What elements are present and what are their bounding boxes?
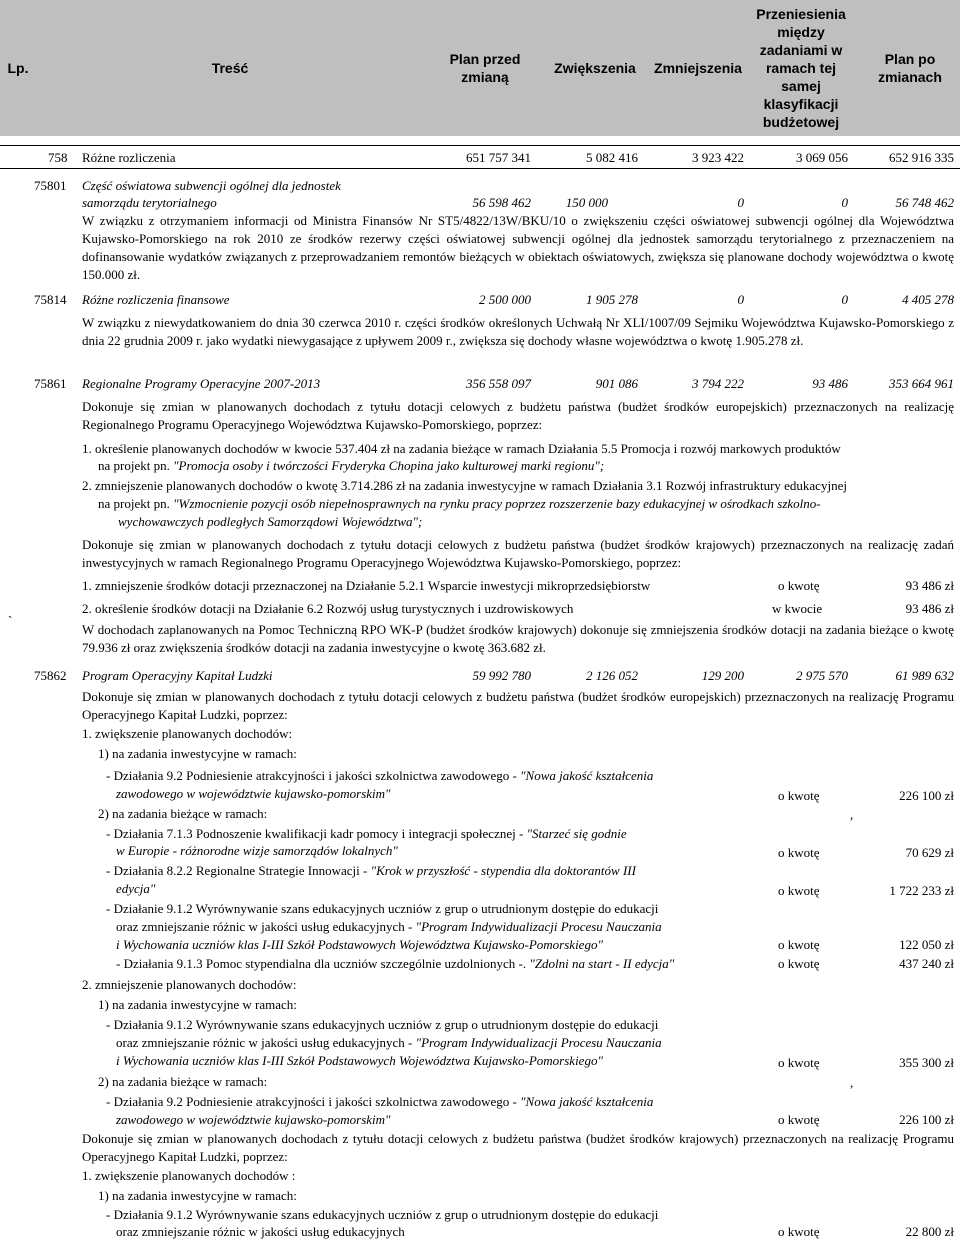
row-name-cont: samorządu terytorialnego xyxy=(82,195,217,210)
list-item: - Działania 9.1.2 Wyrównywanie szans edukacyjnych uczniów z grup o utrudnionym dostępie do edukacji xyxy=(106,1017,659,1032)
list-item: 1. określenie planowanych dochodów w kwocie 537.404 zł na zadania bieżące w ramach Działania 5.5 Promocja i rozwój markowych produktów xyxy=(82,441,841,456)
row-inc: 901 086 xyxy=(595,376,638,391)
section-code: 758 xyxy=(48,150,68,165)
col-tresc: Treść xyxy=(211,60,249,76)
row-after: 4 405 278 xyxy=(902,292,954,307)
amount-value: 226 100 zł xyxy=(899,1112,954,1127)
list-item: 1. zwiększenie planowanych dochodów : xyxy=(82,1168,296,1183)
amount-label: o kwotę xyxy=(778,1224,820,1239)
list-item-cont: i Wychowania uczniów klas I-III Szkół Podstawowych Województwa Kujawsko-Pomorskiego" xyxy=(116,1053,603,1068)
list-item: - Działania 7.1.3 Podnoszenie kwalifikacji kadr pomocy i integracji społecznej - "Starzeć się godnie xyxy=(106,826,627,841)
list-item: - Działania 8.2.2 Regionalne Strategie Innowacji - "Krok w przyszłość - stypendia dla doktorantów III xyxy=(106,863,636,878)
row-name: Różne rozliczenia finansowe xyxy=(82,292,230,307)
comma-mark: , xyxy=(850,1075,854,1090)
paragraph: W dochodach zaplanowanych na Pomoc Techniczną RPO WK-P (budżet środków krajowych) dokonuje się zmniejszenia środków dotacji na zadania bieżące o kwotę 79.936 zł oraz zwiększenia środków dotacji na zadania inwestycyjne o kwotę 363.682 zł. xyxy=(82,622,954,655)
list-item: 1. zmniejszenie środków dotacji przeznaczonej na Działanie 5.2.1 Wsparcie inwestycji mikroprzedsiębiorstw xyxy=(82,578,651,593)
row-inc: 150 000 xyxy=(565,195,608,210)
list-item: - Działania 9.2 Podniesienie atrakcyjności i jakości szkolnictwa zawodowego - "Nowa jakość kształcenia xyxy=(106,1094,654,1109)
row-trans: 93 486 xyxy=(812,376,848,391)
col-plan-przed: Plan przed zmianą xyxy=(449,51,521,85)
amount-value: 122 050 zł xyxy=(899,937,954,952)
list-item-cont: oraz zmniejszanie różnic w jakości usług edukacyjnych xyxy=(116,1224,405,1239)
amount-value: 355 300 zł xyxy=(899,1055,954,1070)
section-trans: 3 069 056 xyxy=(796,150,848,165)
stray-mark: ` xyxy=(8,613,13,628)
row-dec: 0 xyxy=(737,195,744,210)
list-item-cont: zawodowego w województwie kujawsko-pomorskim" xyxy=(116,786,391,801)
list-item-cont: oraz zmniejszanie różnic w jakości usług edukacyjnych - "Program Indywidualizacji Procesu Nauczania xyxy=(116,1035,662,1050)
list-item-cont: i Wychowania uczniów klas I-III Szkół Podstawowych Województwa Kujawsko-Pomorskiego" xyxy=(116,937,603,952)
list-item: 2. określenie środków dotacji na Działanie 6.2 Rozwój usług turystycznych i uzdrowiskowych xyxy=(82,601,574,616)
list-item: 2) na zadania bieżące w ramach: xyxy=(98,1074,268,1089)
row-plan: 2 500 000 xyxy=(479,292,531,307)
col-zmniejszenia: Zmniejszenia xyxy=(654,60,742,76)
row-plan: 356 558 097 xyxy=(466,376,531,391)
list-item: 2. zmniejszenie planowanych dochodów o kwotę 3.714.286 zł na zadania inwestycyjne w ramach Działania 3.1 Rozwój infrastruktury edukacyjnej xyxy=(82,478,847,493)
list-item-cont: edycja" xyxy=(116,881,156,896)
amount-label: o kwotę xyxy=(778,956,820,971)
amount-value: 93 486 zł xyxy=(905,601,954,616)
table-header xyxy=(0,0,960,136)
list-item: - Działania 9.2 Podniesienie atrakcyjności i jakości szkolnictwa zawodowego - "Nowa jakość kształcenia xyxy=(106,768,654,783)
paragraph: Dokonuje się zmian w planowanych dochodach z tytułu dotacji celowych z budżetu państwa (budżet środków krajowych) przeznaczonych na realizację Programu Operacyjnego Kapitał Ludzki, poprzez: xyxy=(82,1131,954,1164)
list-item-cont: wychowawczych podległych Samorządowi Województwa"; xyxy=(118,514,423,529)
list-item: 1) na zadania inwestycyjne w ramach: xyxy=(98,1188,297,1203)
section-dec: 3 923 422 xyxy=(692,150,744,165)
col-plan-po: Plan po zmianach xyxy=(878,51,942,85)
amount-label: o kwotę xyxy=(778,788,820,803)
row-dec: 129 200 xyxy=(701,668,744,683)
row-name: Część oświatowa subwencji ogólnej dla jednostek xyxy=(82,178,341,193)
section-inc: 5 082 416 xyxy=(586,150,638,165)
row-code: 75801 xyxy=(34,178,67,193)
col-przeniesienia: Przeniesienia między zadaniami w ramach tej samej klasyfikacji budżetowej xyxy=(756,6,846,130)
list-item: 2) na zadania bieżące w ramach: xyxy=(98,806,268,821)
row-plan: 56 598 462 xyxy=(472,195,531,210)
list-item: - Działania 9.1.2 Wyrównywanie szans edukacyjnych uczniów z grup o utrudnionym dostępie do edukacji xyxy=(106,1207,659,1222)
list-item-cont: na projekt pn. "Promocja osoby i twórczości Fryderyka Chopina jako kulturowej marki regionu"; xyxy=(98,458,605,473)
section-plan: 651 757 341 xyxy=(466,150,531,165)
list-item: 1) na zadania inwestycyjne w ramach: xyxy=(98,997,297,1012)
paragraph: Dokonuje się zmian w planowanych dochodach z tytułu dotacji celowych z budżetu państwa (budżet środków krajowych) przeznaczonych na realizację zadań inwestycyjnych w ramach Regionalnego Programu Operacyjnego Województwa Kujawsko-Pomorskiego, poprzez: xyxy=(82,537,954,570)
row-inc: 1 905 278 xyxy=(586,292,638,307)
list-item: - Działania 9.1.3 Pomoc stypendialna dla uczniów szczególnie uzdolnionych -. "Zdolni na start - II edycja" xyxy=(116,956,675,971)
row-code: 75861 xyxy=(34,376,67,391)
amount-value: 70 629 zł xyxy=(905,845,954,860)
amount-value: 93 486 zł xyxy=(905,578,954,593)
separator-line xyxy=(0,168,960,169)
section-after: 652 916 335 xyxy=(889,150,954,165)
row-trans: 0 xyxy=(841,292,848,307)
row-inc: 2 126 052 xyxy=(586,668,638,683)
row-dec: 0 xyxy=(737,292,744,307)
list-item-cont: na projekt pn. "Wzmocnienie pozycji osób niepełnosprawnych na rynku pracy poprzez rozszerzenie bazy edukacyjnej w ośrodkach szkolno- xyxy=(98,496,821,511)
amount-value: 22 800 zł xyxy=(905,1224,954,1239)
row-after: 61 989 632 xyxy=(895,668,954,683)
list-item: 2. zmniejszenie planowanych dochodów: xyxy=(82,977,297,992)
list-item-cont: w Europie - różnorodne wizje samorządów lokalnych" xyxy=(116,843,398,858)
amount-label: o kwotę xyxy=(778,883,820,898)
amount-label: o kwotę xyxy=(778,1112,820,1127)
row-description: W związku z niewydatkowaniem do dnia 30 czerwca 2010 r. części środków określonych Uchwałą Nr XLI/1007/09 Sejmiku Województwa Kujawsko-Pomorskiego z dnia 22 grudnia 2009 r. jako wydatki niewygasające z upływem 2009 r., zwiększa się dochody własne województwa o kwotę 1.905.278 zł. xyxy=(82,315,954,348)
amount-label: o kwotę xyxy=(778,1055,820,1070)
amount-value: 226 100 zł xyxy=(899,788,954,803)
list-item: - Działanie 9.1.2 Wyrównywanie szans edukacyjnych uczniów z grup o utrudnionym dostępie do edukacji xyxy=(106,901,659,916)
amount-value: 1 722 233 zł xyxy=(889,883,954,898)
paragraph: Dokonuje się zmian w planowanych dochodach z tytułu dotacji celowych z budżetu państwa (budżet środków europejskich) przeznaczonych na realizację Programu Operacyjnego Kapitał Ludzki, poprzez: xyxy=(82,689,954,722)
list-item: 1) na zadania inwestycyjne w ramach: xyxy=(98,746,297,761)
comma-mark: , xyxy=(850,807,854,822)
row-code: 75862 xyxy=(34,668,67,683)
paragraph: Dokonuje się zmian w planowanych dochodach z tytułu dotacji celowych z budżetu państwa (budżet środków europejskich) przeznaczonych na realizację Regionalnego Programu Operacyjnego Województwa Kujawsko-Pomorskiego, poprzez: xyxy=(82,399,954,432)
row-name: Regionalne Programy Operacyjne 2007-2013 xyxy=(82,376,321,391)
col-zwiekszenia: Zwiększenia xyxy=(554,60,636,76)
section-name: Różne rozliczenia xyxy=(82,150,176,165)
amount-label: o kwotę xyxy=(778,578,820,593)
row-dec: 3 794 222 xyxy=(692,376,744,391)
col-lp: Lp. xyxy=(7,60,29,76)
row-after: 56 748 462 xyxy=(895,195,954,210)
row-after: 353 664 961 xyxy=(889,376,954,391)
amount-label: o kwotę xyxy=(778,937,820,952)
amount-label: w kwocie xyxy=(772,601,823,616)
row-plan: 59 992 780 xyxy=(472,668,531,683)
separator-line xyxy=(0,145,960,146)
row-trans: 2 975 570 xyxy=(796,668,848,683)
row-name: Program Operacyjny Kapitał Ludzki xyxy=(82,668,273,683)
list-item-cont: zawodowego w województwie kujawsko-pomorskim" xyxy=(116,1112,391,1127)
list-item: 1. zwiększenie planowanych dochodów: xyxy=(82,726,293,741)
amount-value: 437 240 zł xyxy=(899,956,954,971)
row-trans: 0 xyxy=(841,195,848,210)
amount-label: o kwotę xyxy=(778,845,820,860)
row-description: W związku z otrzymaniem informacji od Ministra Finansów Nr ST5/4822/13W/BKU/10 o zwiększeniu części oświatowej subwencji ogólnej dla Województwa Kujawsko-Pomorskiego na rok 2010 ze środków rezerwy części oświatowej subwencji ogólnej dla jednostek samorządu terytorialnego z przeznaczeniem na dofinansowanie wydatków związanych z przeprowadzaniem remontów bieżących w obiektach oświatowych, zwiększa się planowane dochody województwa o kwotę 150.000 zł. xyxy=(82,213,954,282)
list-item-cont: oraz zmniejszanie różnic w jakości usług edukacyjnych - "Program Indywidualizacji Procesu Nauczania xyxy=(116,919,662,934)
row-code: 75814 xyxy=(34,292,67,307)
